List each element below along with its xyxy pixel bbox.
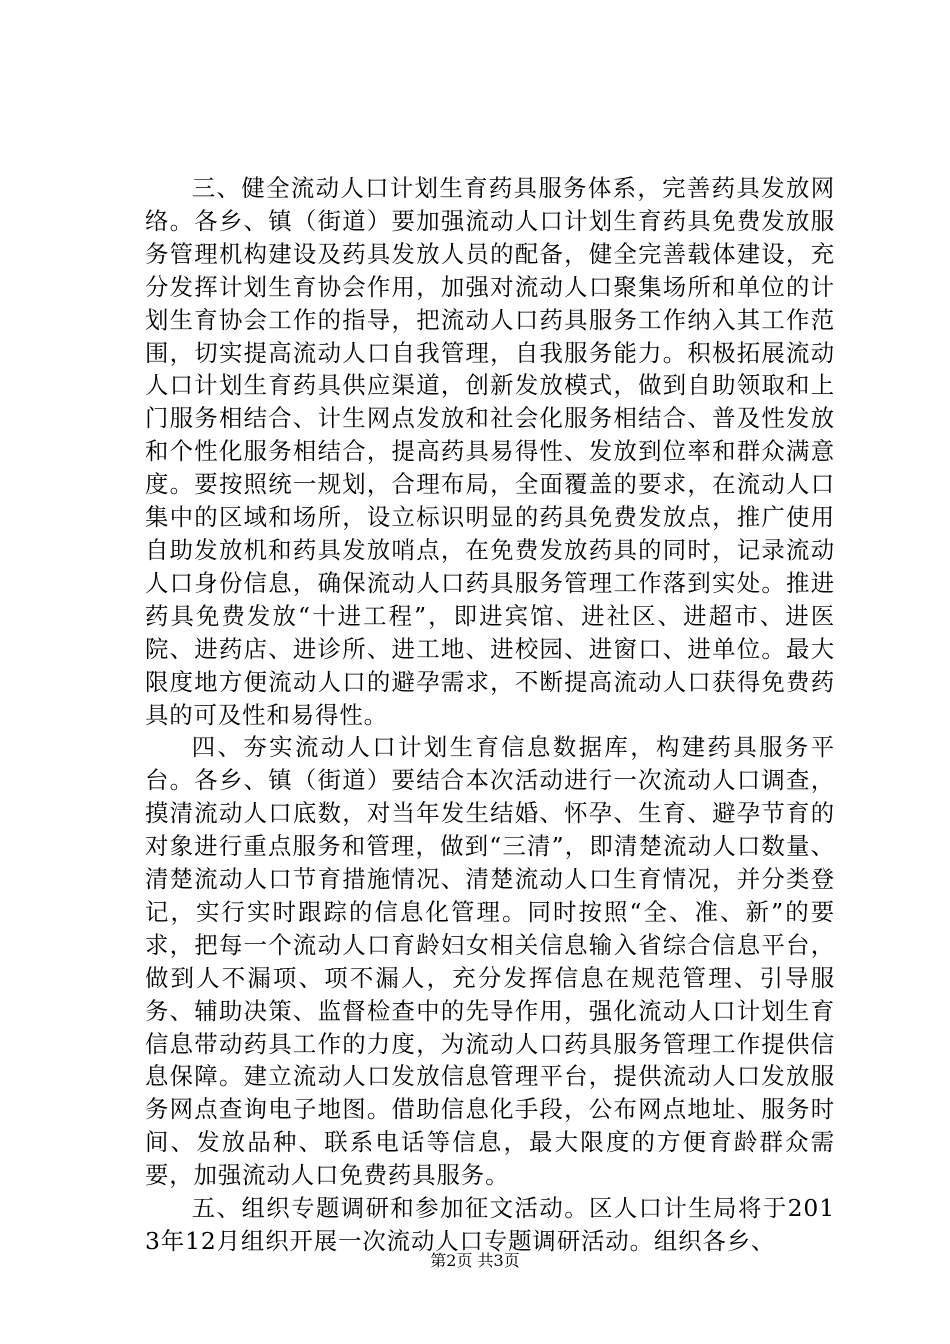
paragraph-3: 三、健全流动人口计划生育药具服务体系，完善药具发放网络。各乡、镇（街道）要加强流动人口计划生育药具免费发放服务管理机构建设及药具发放人员的配备，健全完善载体建设，充分发挥计划生育协会作用，加强对流动人口聚集场所和单位的计划生育协会工作的指导，把流动人口药具服务工作纳入其工作范围，切实提高流动人口自我管理，自我服务能力。积极拓展流动人口计划生育药具供应渠道，创新发放模式，做到自助领取和上门服务相结合、计生网点发放和社会化服务相结合、普及性发放和个性化服务相结合，提高药具易得性、发放到位率和群众满意度。要按照统一规划，合理布局，全面覆盖的要求，在流动人口集中的区域和场所，设立标识明显的药具免费发放点，推广使用自助发放机和药具发放哨点，在免费发放药具的同时，记录流动人口身份信息，确保流动人口药具服务管理工作落到实处。推进药具免费发放“十进工程”，即进宾馆、进社区、进超市、进医院、进药店、进诊所、进工地、进校园、进窗口、进单位。最大限度地方便流动人口的避孕需求，不断提高流动人口获得免费药具的可及性和易得性。 [145, 174, 835, 729]
page-number-footer: 第2页 共3页 [430, 1251, 520, 1270]
document-body [145, 172, 835, 1258]
paragraph-4: 四、夯实流动人口计划生育信息数据库，构建药具服务平台。各乡、镇（街道）要结合本次活动进行一次流动人口调查，摸清流动人口底数，对当年发生结婚、怀孕、生育、避孕节育的对象进行重点服务和管理，做到“三清”，即清楚流动人口数量、清楚流动人口节育措施情况、清楚流动人口生育情况，并分类登记，实行实时跟踪的信息化管理。同时按照“全、准、新”的要求，把每一个流动人口育龄妇女相关信息输入省综合信息平台，做到人不漏项、项不漏人，充分发挥信息在规范管理、引导服务、辅助决策、监督检查中的先导作用，强化流动人口计划生育信息带动药具工作的力度，为流动人口药具服务管理工作提供信息保障。建立流动人口发放信息管理平台，提供流动人口发放服务网点查询电子地图。借助信息化手段，公布网点地址、服务时间、发放品种、联系电话等信息，最大限度的方便育龄群众需要，加强流动人口免费药具服务。 [145, 733, 835, 1190]
paragraph-5: 五、组织专题调研和参加征文活动。区人口计生局将于2013年12月组织开展一次流动人口专题调研活动。组织各乡、 [145, 1194, 835, 1255]
